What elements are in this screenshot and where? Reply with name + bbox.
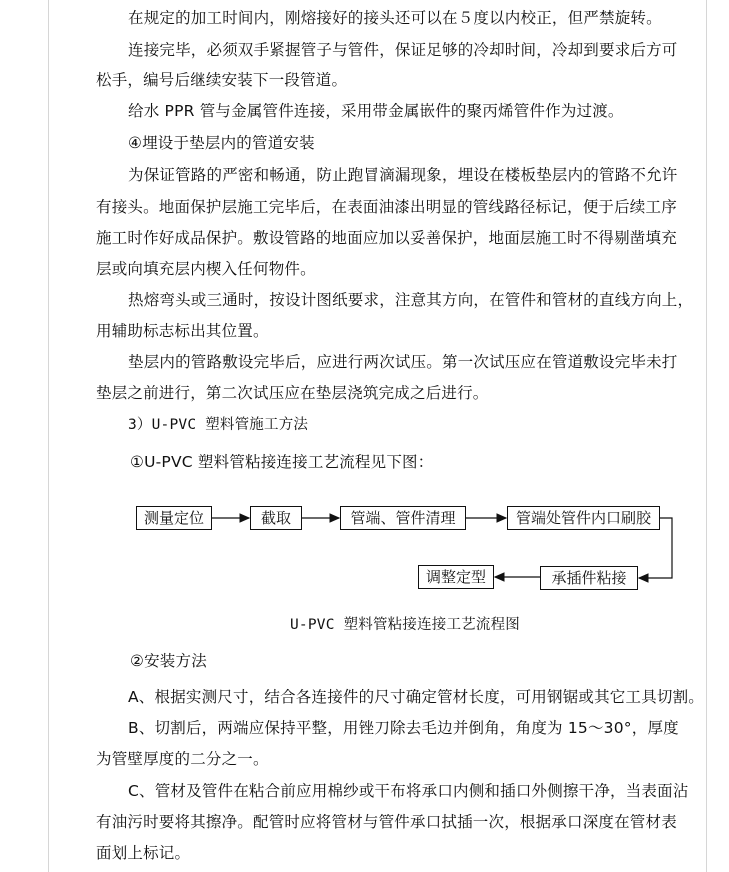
paragraph-line: 垫层之前进行，第二次试压应在垫层浇筑完成之后进行。 (96, 384, 489, 402)
flow-step-glue: 管端处管件内口刷胶 (507, 506, 660, 530)
paragraph-line: 用辅助标志标出其位置。 (96, 322, 269, 340)
flow-step-cut: 截取 (250, 506, 302, 530)
section-heading: 3）U-PVC 塑料管施工方法 (128, 417, 309, 433)
paragraph-line: C、管材及管件在粘合前应用棉纱或干布将承口内侧和插口外侧擦干净，当表面沾 (128, 782, 689, 800)
paragraph-line: 层或向填充层内楔入任何物件。 (96, 260, 316, 278)
flow-step-clean: 管端、管件清理 (340, 506, 466, 530)
section-heading: ④埋设于垫层内的管道安装 (128, 134, 315, 152)
paragraph-line: 施工时作好成品保护。敷设管路的地面应加以妥善保护，地面层施工时不得剔凿填充 (96, 229, 677, 247)
paragraph-line: 在规定的加工时间内，刚熔接好的接头还可以在５度以内校正，但严禁旋转。 (128, 9, 662, 27)
paragraph-line: A、根据实测尺寸，结合各连接件的尺寸确定管材长度，可用钢锯或其它工具切割。 (128, 688, 705, 706)
flow-step-socket-bond: 承插件粘接 (540, 566, 638, 590)
paragraph-line: 给水 PPR 管与金属管件连接，采用带金属嵌件的聚丙烯管件作为过渡。 (128, 102, 624, 120)
flowchart-caption: U-PVC 塑料管粘接连接工艺流程图 (290, 617, 520, 633)
paragraph-line: 为管壁厚度的二分之一。 (96, 750, 269, 768)
paragraph-line: B、切割后，两端应保持平整，用锉刀除去毛边并倒角，角度为 15～30°，厚度 (128, 719, 679, 737)
paragraph-line: 有接头。地面保护层施工完毕后，在表面油漆出明显的管线路径标记，便于后续工序 (96, 198, 677, 216)
flow-step-adjust: 调整定型 (418, 565, 494, 589)
paragraph-line: 有油污时要将其擦净。配管时应将管材与管件承口拭插一次，根据承口深度在管材表 (96, 813, 677, 831)
page-margin-left (48, 0, 49, 872)
paragraph-line: 垫层内的管路敷设完毕后，应进行两次试压。第一次试压应在管道敷设完毕未打 (128, 353, 678, 371)
paragraph-line: 连接完毕，必须双手紧握管子与管件，保证足够的冷却时间，冷却到要求后方可 (128, 41, 678, 59)
flow-step-measure: 测量定位 (136, 506, 212, 530)
paragraph-line: 为保证管路的严密和畅通，防止跑冒滴漏现象，埋设在楼板垫层内的管路不允许 (128, 166, 678, 184)
section-heading: ①U-PVC 塑料管粘接连接工艺流程见下图： (130, 453, 434, 471)
paragraph-line: 热熔弯头或三通时，按设计图纸要求，注意其方向，在管件和管材的直线方向上， (128, 291, 694, 309)
page-margin-right (706, 0, 707, 872)
section-heading: ②安装方法 (130, 652, 207, 670)
paragraph-line: 面划上标记。 (96, 844, 191, 862)
paragraph-line: 松手，编号后继续安装下一段管道。 (96, 71, 348, 89)
